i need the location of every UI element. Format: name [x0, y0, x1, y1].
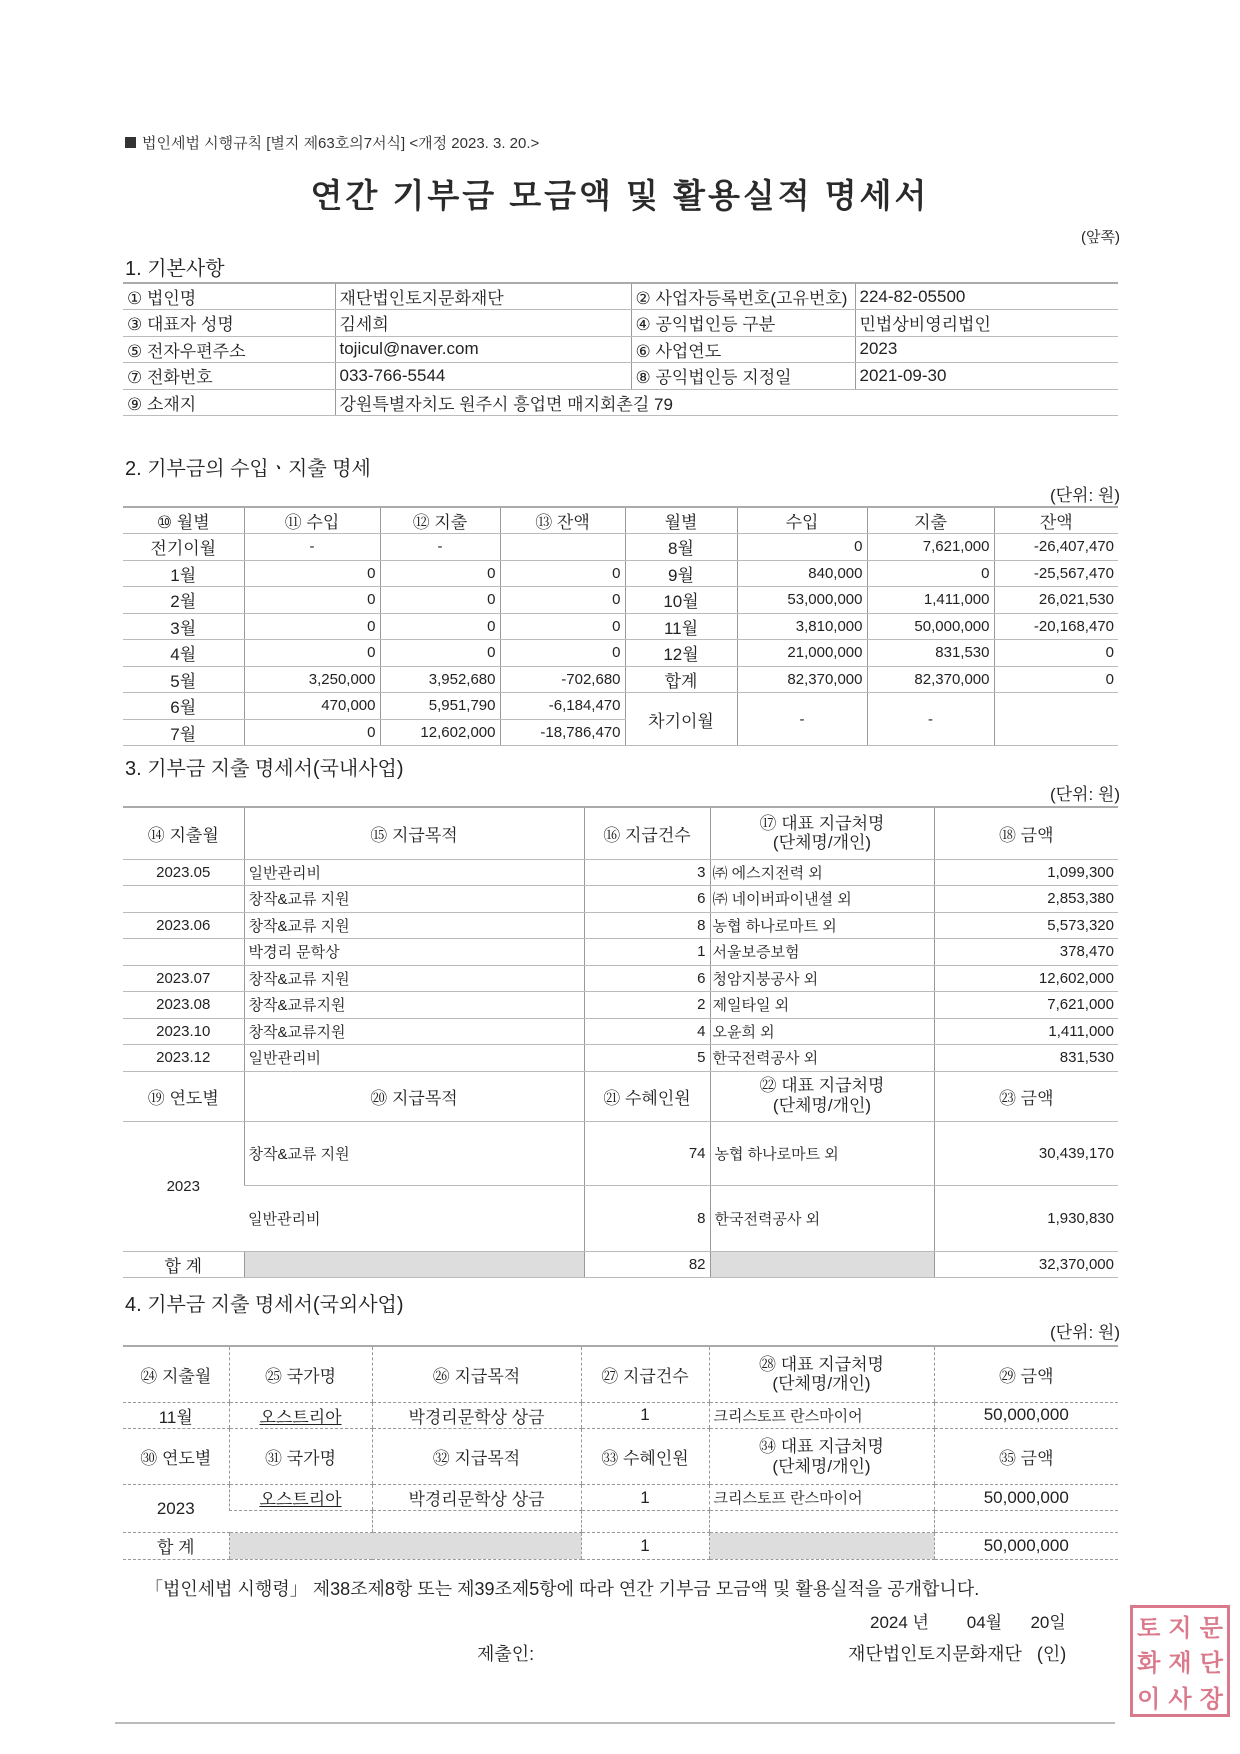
table-cell: 박경리 문학상 [244, 939, 584, 966]
table-cell: ⑧ 공익법인등 지정일 [631, 363, 855, 390]
table-cell: 7,621,000 [867, 534, 994, 561]
table-cell: 김세희 [335, 310, 631, 337]
table-cell: 378,470 [934, 939, 1118, 966]
table-cell: ⑭ 지출월 [123, 807, 244, 859]
table-row [123, 389, 1118, 416]
table-row [123, 1045, 1118, 1072]
shaded-cell [710, 1251, 934, 1278]
seal-glyph: 문 [1199, 1615, 1223, 1643]
seal-glyph: 사 [1168, 1685, 1192, 1713]
table-cell: 크리스토프 란스마이어 [709, 1485, 934, 1511]
table-cell: 창작&교류 지원 [244, 912, 584, 939]
table-cell: 0 [500, 640, 625, 667]
table-cell: 82,370,000 [867, 666, 994, 693]
table-cell: - [380, 534, 500, 561]
table-cell: ⑲ 연도별 [123, 1071, 244, 1121]
side-label: (앞쪽) [1081, 229, 1120, 246]
table-cell: 2023 [855, 336, 1118, 363]
shaded-cell [229, 1533, 581, 1560]
table-cell: 831,530 [934, 1045, 1118, 1072]
table-cell: ⑬ 잔액 [500, 507, 625, 534]
form-ref-text: 법인세법 시행규칙 [별지 제63호의7서식] <개정 2023. 3. 20.> [142, 135, 540, 152]
table-cell: 5,573,320 [934, 912, 1118, 939]
table-cell: -702,680 [500, 666, 625, 693]
table-cell: 0 [500, 587, 625, 614]
table-cell: 50,000,000 [934, 1533, 1118, 1560]
table-cell: 840,000 [737, 560, 867, 587]
table-cell: 박경리문학상 상금 [372, 1485, 581, 1511]
table-row [123, 1485, 1118, 1511]
header-line: ⑰ 대표 지급처명 [759, 813, 885, 833]
table-cell: 831,530 [867, 640, 994, 667]
table-cell: -20,168,470 [994, 613, 1118, 640]
table-cell: ⑱ 금액 [934, 807, 1118, 859]
basic-info-table [123, 282, 1118, 416]
shaded-cell [709, 1533, 934, 1560]
empty-cell [372, 1511, 581, 1533]
table-cell: 26,021,530 [994, 587, 1118, 614]
table-cell: 창작&교류 지원 [244, 886, 584, 913]
table-cell: ⑥ 사업연도 [631, 336, 855, 363]
table-cell: 1 [581, 1533, 709, 1560]
table-cell: 1 [581, 1485, 709, 1511]
table-cell: 0 [380, 640, 500, 667]
table-cell: 합 계 [123, 1251, 244, 1278]
table-cell: ㈜ 네이버파이낸셜 외 [710, 886, 934, 913]
table-row [123, 1402, 1118, 1429]
table-cell: ㉝ 수혜인원 [581, 1429, 709, 1485]
table-cell: 21,000,000 [737, 640, 867, 667]
table-cell: 1,099,300 [934, 859, 1118, 886]
table-cell: 50,000,000 [934, 1402, 1118, 1429]
table-cell: 5 [584, 1045, 710, 1072]
table-cell [123, 939, 244, 966]
table-cell: 5월 [123, 666, 244, 693]
table-cell: - [867, 693, 994, 746]
table-cell: 4 [584, 1018, 710, 1045]
table-cell: 농협 하나로마트 외 [710, 1121, 934, 1185]
table-cell: 재단법인토지문화재단 [335, 283, 631, 310]
table-cell: 민법상비영리법인 [855, 310, 1118, 337]
table-row [123, 1185, 1118, 1251]
table-cell: 3,810,000 [737, 613, 867, 640]
table-cell: ⑳ 지급목적 [244, 1071, 584, 1121]
table-row [123, 1018, 1118, 1045]
table-cell: 수입 [737, 507, 867, 534]
table-row [123, 1251, 1118, 1278]
table-cell: 0 [500, 560, 625, 587]
table-cell: ④ 공익법인등 구분 [631, 310, 855, 337]
table-cell: 82,370,000 [737, 666, 867, 693]
table-cell: 청암지붕공사 외 [710, 965, 934, 992]
header-cell [709, 1429, 934, 1485]
official-seal-stamp [1130, 1605, 1230, 1717]
header-line: (단체명/개인) [772, 833, 872, 853]
table-cell: 2023 [123, 1121, 244, 1251]
table-cell: 6 [584, 886, 710, 913]
unit-label: (단위: 원) [1049, 785, 1120, 804]
table-row [123, 693, 1118, 720]
table-cell: 10월 [625, 587, 737, 614]
table-cell: 1,411,000 [867, 587, 994, 614]
table-cell: ⑪ 수입 [244, 507, 380, 534]
table-row [123, 1071, 1118, 1121]
table-cell: 7,621,000 [934, 992, 1118, 1019]
table-row [123, 534, 1118, 561]
table-cell: 강원특별자치도 원주시 흥업면 매지회촌길 79 [335, 389, 1118, 416]
table-cell: 0 [244, 640, 380, 667]
table-cell: ⑤ 전자우편주소 [123, 336, 335, 363]
table-cell: 50,000,000 [867, 613, 994, 640]
table-cell: 7월 [123, 719, 244, 746]
table-row [123, 1429, 1118, 1485]
table-row [123, 939, 1118, 966]
table-cell: 0 [994, 666, 1118, 693]
table-cell: 53,000,000 [737, 587, 867, 614]
table-cell: ㉟ 금액 [934, 1429, 1118, 1485]
date-month: 04월 [966, 1613, 1003, 1632]
date-year: 2024 년 [870, 1613, 929, 1632]
seal-glyph: 장 [1199, 1685, 1223, 1713]
table-cell: ⑫ 지출 [380, 507, 500, 534]
table-cell: 0 [244, 613, 380, 640]
header-cell [709, 1346, 934, 1402]
date-day: 20일 [1030, 1613, 1066, 1632]
disclosure-statement: 「법인세법 시행령」 제38조제8항 또는 제39조제5항에 따라 연간 기부금 모금액 및 활용실적을 공개합니다. [145, 1579, 980, 1599]
overseas-expense-table [123, 1345, 1118, 1560]
table-cell: 224-82-05500 [855, 283, 1118, 310]
table-cell: 0 [380, 613, 500, 640]
section-2-title: 2. 기부금의 수입ㆍ지출 명세 [125, 458, 371, 480]
table-cell: 오스트리아 [229, 1485, 372, 1511]
empty-cell [229, 1511, 372, 1533]
table-cell: -26,407,470 [994, 534, 1118, 561]
table-cell: 0 [500, 613, 625, 640]
table-cell: 합계 [625, 666, 737, 693]
table-cell: 8월 [625, 534, 737, 561]
table-cell: - [244, 534, 380, 561]
section-1-title: 1. 기본사항 [125, 258, 225, 280]
table-cell: 0 [380, 560, 500, 587]
shaded-cell [244, 1251, 584, 1278]
table-cell: ㈜ 에스지전력 외 [710, 859, 934, 886]
submitter-label: 제출인: [477, 1644, 535, 1664]
table-row [123, 560, 1118, 587]
table-cell: 창작&교류 지원 [244, 965, 584, 992]
table-cell: 서울보증보험 [710, 939, 934, 966]
table-cell: 오스트리아 [229, 1402, 372, 1429]
table-cell: 창작&교류지원 [244, 1018, 584, 1045]
header-cell [710, 807, 934, 859]
table-cell: 잔액 [994, 507, 1118, 534]
header-line: (단체명/개인) [772, 1456, 871, 1476]
table-cell: 2,853,380 [934, 886, 1118, 913]
table-cell: 0 [244, 719, 380, 746]
table-cell: 4월 [123, 640, 244, 667]
income-expense-table [123, 506, 1118, 746]
table-cell: 합 계 [123, 1533, 229, 1560]
table-cell: 11월 [625, 613, 737, 640]
table-row [123, 507, 1118, 534]
table-row [123, 912, 1118, 939]
seal-mark: (인) [1036, 1644, 1067, 1664]
table-row [123, 283, 1118, 310]
table-cell: 0 [737, 534, 867, 561]
domestic-expense-table [123, 806, 1118, 1278]
table-cell: 창작&교류 지원 [244, 1121, 584, 1185]
table-cell: -25,567,470 [994, 560, 1118, 587]
section-3-title: 3. 기부금 지출 명세서(국내사업) [125, 758, 404, 780]
table-cell: ㉗ 지급건수 [581, 1346, 709, 1402]
table-cell: 0 [380, 587, 500, 614]
seal-glyph: 재 [1168, 1650, 1192, 1678]
table-cell: 11월 [123, 1402, 229, 1429]
table-cell: 일반관리비 [244, 859, 584, 886]
table-cell: 한국전력공사 외 [710, 1045, 934, 1072]
section-4-title: 4. 기부금 지출 명세서(국외사업) [125, 1294, 404, 1316]
table-cell: 74 [584, 1121, 710, 1185]
table-row [123, 640, 1118, 667]
table-cell: ㉚ 연도별 [123, 1429, 229, 1485]
table-cell: 0 [244, 587, 380, 614]
table-row [123, 666, 1118, 693]
table-cell: 일반관리비 [244, 1045, 584, 1072]
table-cell: 12월 [625, 640, 737, 667]
table-cell: 30,439,170 [934, 1121, 1118, 1185]
table-cell: 일반관리비 [244, 1185, 584, 1251]
table-cell: ㉕ 국가명 [229, 1346, 372, 1402]
table-row [123, 859, 1118, 886]
table-row [123, 1346, 1118, 1402]
table-cell: 창작&교류지원 [244, 992, 584, 1019]
bottom-divider [115, 1722, 1115, 1724]
table-row [123, 992, 1118, 1019]
table-cell: 1,930,830 [934, 1185, 1118, 1251]
table-row [123, 613, 1118, 640]
table-cell: 크리스토프 란스마이어 [709, 1402, 934, 1429]
unit-label: (단위: 원) [1049, 1323, 1120, 1342]
table-row [123, 310, 1118, 337]
table-cell: 2023.08 [123, 992, 244, 1019]
seal-glyph: 지 [1168, 1615, 1192, 1643]
table-cell: 2 [584, 992, 710, 1019]
table-row [123, 1121, 1118, 1185]
table-row [123, 363, 1118, 390]
table-cell: 2023.12 [123, 1045, 244, 1072]
table-cell: 2023.06 [123, 912, 244, 939]
form-reference [125, 132, 539, 153]
table-cell: -18,786,470 [500, 719, 625, 746]
table-cell: ㉜ 지급목적 [372, 1429, 581, 1485]
table-cell: 전기이월 [123, 534, 244, 561]
table-cell: 농협 하나로마트 외 [710, 912, 934, 939]
submitter-name [848, 1640, 1066, 1666]
seal-glyph: 단 [1199, 1650, 1223, 1678]
table-cell: 오윤희 외 [710, 1018, 934, 1045]
header-line: ㉒ 대표 지급처명 [759, 1076, 885, 1096]
table-row [123, 807, 1118, 859]
table-cell: ㉓ 금액 [934, 1071, 1118, 1121]
table-cell: ⑯ 지급건수 [584, 807, 710, 859]
table-cell: 50,000,000 [934, 1485, 1118, 1511]
table-cell: ⑦ 전화번호 [123, 363, 335, 390]
table-cell: 3월 [123, 613, 244, 640]
table-cell: 2023 [123, 1485, 229, 1533]
table-cell: 월별 [625, 507, 737, 534]
header-line: (단체명/개인) [772, 1374, 871, 1394]
header-line: (단체명/개인) [772, 1096, 872, 1115]
table-cell: 82 [584, 1251, 710, 1278]
table-row [123, 1511, 1118, 1533]
table-cell: - [737, 693, 867, 746]
table-cell: -6,184,470 [500, 693, 625, 720]
table-cell: 9월 [625, 560, 737, 587]
table-cell: ㉙ 금액 [934, 1346, 1118, 1402]
table-cell: 0 [867, 560, 994, 587]
table-cell: 차기이월 [625, 693, 737, 746]
table-cell: 1월 [123, 560, 244, 587]
table-row [123, 965, 1118, 992]
submitter-org: 재단법인토지문화재단 [848, 1644, 1022, 1664]
table-cell: 8 [584, 1185, 710, 1251]
page-title: 연간 기부금 모금액 및 활용실적 명세서 [310, 177, 930, 214]
table-cell: tojicul@naver.com [335, 336, 631, 363]
table-cell: 033-766-5544 [335, 363, 631, 390]
table-cell: 32,370,000 [934, 1251, 1118, 1278]
table-cell: 8 [584, 912, 710, 939]
table-cell: 6 [584, 965, 710, 992]
table-cell: ⑨ 소재지 [123, 389, 335, 416]
unit-label: (단위: 원) [1049, 486, 1120, 505]
table-cell [500, 534, 625, 561]
table-cell: 3 [584, 859, 710, 886]
table-row [123, 587, 1118, 614]
table-cell: ② 사업자등록번호(고유번호) [631, 283, 855, 310]
submit-date [870, 1608, 1066, 1633]
table-cell: ③ 대표자 성명 [123, 310, 335, 337]
seal-glyph: 토 [1137, 1615, 1161, 1643]
table-cell: 한국전력공사 외 [710, 1185, 934, 1251]
table-cell: 6월 [123, 693, 244, 720]
table-cell: 3,250,000 [244, 666, 380, 693]
table-row [123, 886, 1118, 913]
table-cell: ㉑ 수혜인원 [584, 1071, 710, 1121]
table-cell: 1,411,000 [934, 1018, 1118, 1045]
table-cell: 제일타일 외 [710, 992, 934, 1019]
table-cell: ㉖ 지급목적 [372, 1346, 581, 1402]
table-cell: ㉛ 국가명 [229, 1429, 372, 1485]
table-cell: 2023.10 [123, 1018, 244, 1045]
table-cell: 0 [994, 640, 1118, 667]
seal-glyph: 이 [1137, 1685, 1161, 1713]
table-cell: 1 [584, 939, 710, 966]
table-cell: 2023.07 [123, 965, 244, 992]
table-cell: 0 [244, 560, 380, 587]
table-cell [994, 693, 1118, 746]
table-cell: 2023.05 [123, 859, 244, 886]
table-row [123, 336, 1118, 363]
header-line: ㉘ 대표 지급처명 [759, 1354, 884, 1374]
table-cell: 박경리문학상 상금 [372, 1402, 581, 1429]
table-cell: 3,952,680 [380, 666, 500, 693]
table-cell: ⑮ 지급목적 [244, 807, 584, 859]
header-line: ㉞ 대표 지급처명 [759, 1436, 884, 1456]
table-cell: 5,951,790 [380, 693, 500, 720]
table-cell: 12,602,000 [934, 965, 1118, 992]
empty-cell [709, 1511, 934, 1533]
header-cell [710, 1071, 934, 1121]
empty-cell [934, 1511, 1118, 1533]
table-cell: ㉔ 지출월 [123, 1346, 229, 1402]
table-cell: 지출 [867, 507, 994, 534]
table-cell: ① 법인명 [123, 283, 335, 310]
table-cell [123, 886, 244, 913]
table-cell: 1 [581, 1402, 709, 1429]
empty-cell [581, 1511, 709, 1533]
table-cell: ⑩ 월별 [123, 507, 244, 534]
table-row [123, 1533, 1118, 1560]
table-cell: 2월 [123, 587, 244, 614]
table-cell: 12,602,000 [380, 719, 500, 746]
table-cell: 470,000 [244, 693, 380, 720]
square-bullet-icon [125, 137, 136, 148]
seal-glyph: 화 [1137, 1650, 1161, 1678]
table-cell: 2021-09-30 [855, 363, 1118, 390]
